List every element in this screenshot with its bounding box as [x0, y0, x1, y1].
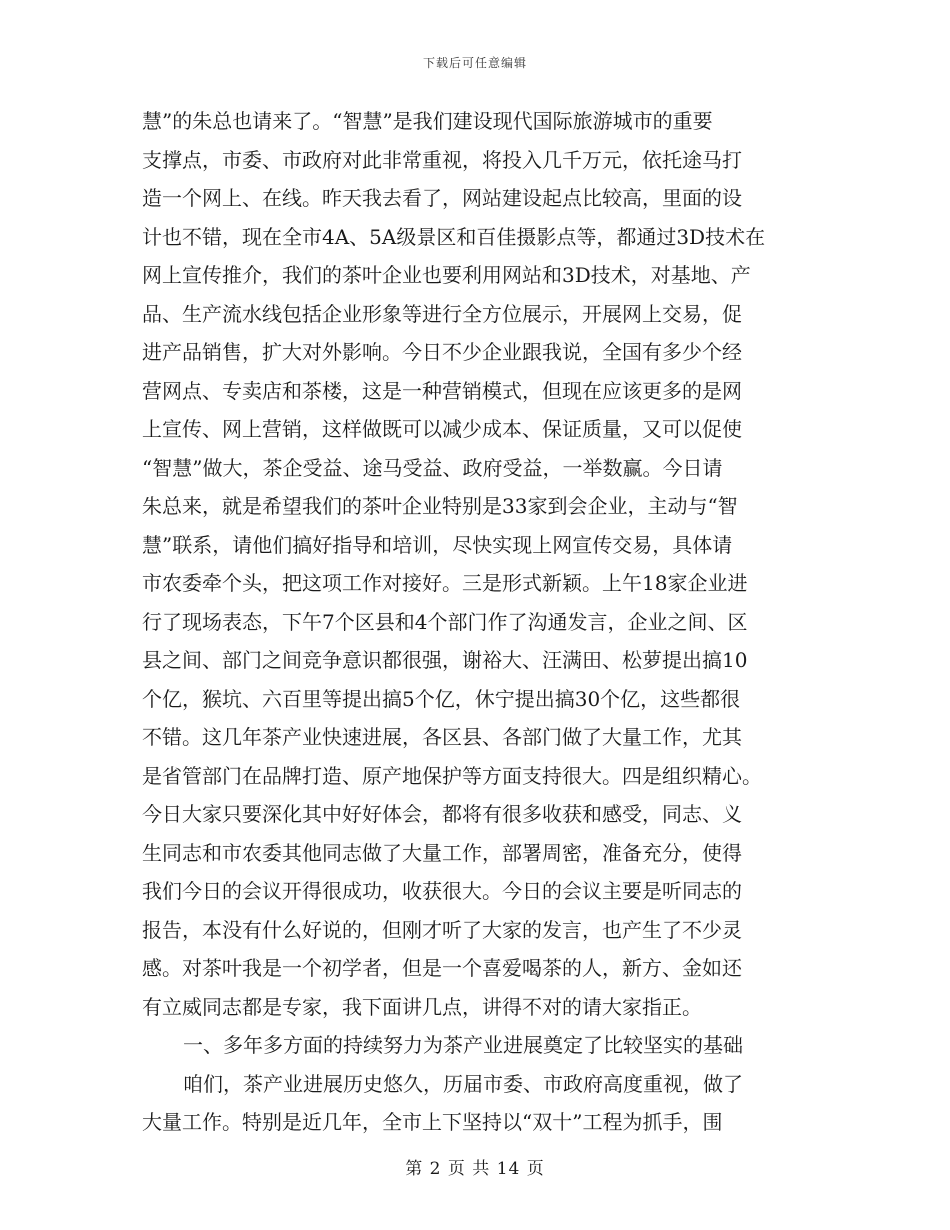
text-line: 慧”联系，请他们搞好指导和培训，尽快实现上网宣传交易，具体请 — [142, 532, 733, 557]
text-line: 行了现场表态，下午7个区县和4个部门作了沟通发言，企业之间、区 — [142, 609, 748, 634]
text-line: 我们今日的会议开得很成功，收获很大。今日的会议主要是听同志的 — [142, 879, 742, 903]
text-line: 网上宣传推介，我们的茶叶企业也要利用网站和3D技术，对基地、产 — [142, 263, 751, 287]
text-line: 造一个网上、在线。昨天我去看了，网站建设起点比较高，里面的设 — [142, 186, 742, 210]
text-line: 个亿，猴坑、六百里等提出搞5个亿，休宁提出搞30个亿，这些都很 — [142, 686, 741, 711]
text-line: 感。对茶叶我是一个初学者，但是一个喜爱喝茶的人，新方、金如还 — [142, 956, 742, 980]
text-line: 上宣传、网上营销，这样做既可以减少成本、保证质量，又可以促使 — [142, 417, 742, 441]
text-line: 是省管部门在品牌打造、原产地保护等方面支持很大。四是组织精心。 — [142, 763, 762, 788]
text-line: 县之间、部门之间竞争意识都很强，谢裕大、汪满田、松萝提出搞10 — [142, 648, 748, 672]
section-heading: 一、多年多方面的持续努力为茶产业进展奠定了比较坚实的基础 — [183, 1033, 743, 1057]
text-line: 市农委牵个头，把这项工作对接好。三是形式新颖。上午18家企业进 — [142, 571, 748, 595]
text-line: 营网点、专卖店和茶楼，这是一种营销模式，但现在应该更多的是网 — [142, 378, 742, 403]
body-text — [142, 102, 808, 1142]
page-number: 第 2 页 共 14 页 — [405, 1159, 545, 1179]
text-line: 今日大家只要深化其中好好体会，都将有很多收获和感受，同志、义 — [142, 802, 742, 826]
text-line: 慧”的朱总也请来了。“智慧”是我们建设现代国际旅游城市的重要 — [142, 109, 713, 133]
text-line: 计也不错，现在全市4A、5A级景区和百佳摄影点等，都通过3D技术在 — [142, 224, 766, 249]
text-line: 进产品销售，扩大对外影响。今日不少企业跟我说，全国有多少个经 — [142, 340, 742, 364]
page-header: 下载后可任意编辑 — [422, 56, 527, 70]
text-line: 支撑点，市委、市政府对此非常重视，将投入几千万元，依托途马打 — [142, 147, 742, 172]
text-line: “智慧”做大，茶企受益、途马受益、政府受益，一举数赢。今日请 — [142, 455, 723, 480]
text-line: 大量工作。特别是近几年，全市上下坚持以“双十”工程为抓手，围 — [142, 1110, 723, 1134]
text-line: 朱总来，就是希望我们的茶叶企业特别是33家到会企业，主动与“智 — [142, 494, 738, 518]
text-line: 品、生产流水线包括企业形象等进行全方位展示，开展网上交易，促 — [142, 301, 742, 326]
text-line: 不错。这几年茶产业快速进展，各区县、各部门做了大量工作，尤其 — [142, 725, 742, 749]
text-line: 生同志和市农委其他同志做了大量工作，部署周密，准备充分，使得 — [142, 840, 742, 865]
text-line: 咱们，茶产业进展历史悠久，历届市委、市政府高度重视，做了 — [183, 1071, 743, 1096]
text-line: 报告，本没有什么好说的，但刚才听了大家的发言，也产生了不少灵 — [142, 917, 742, 942]
text-line: 有立威同志都是专家，我下面讲几点，讲得不对的请大家指正。 — [142, 994, 702, 1019]
